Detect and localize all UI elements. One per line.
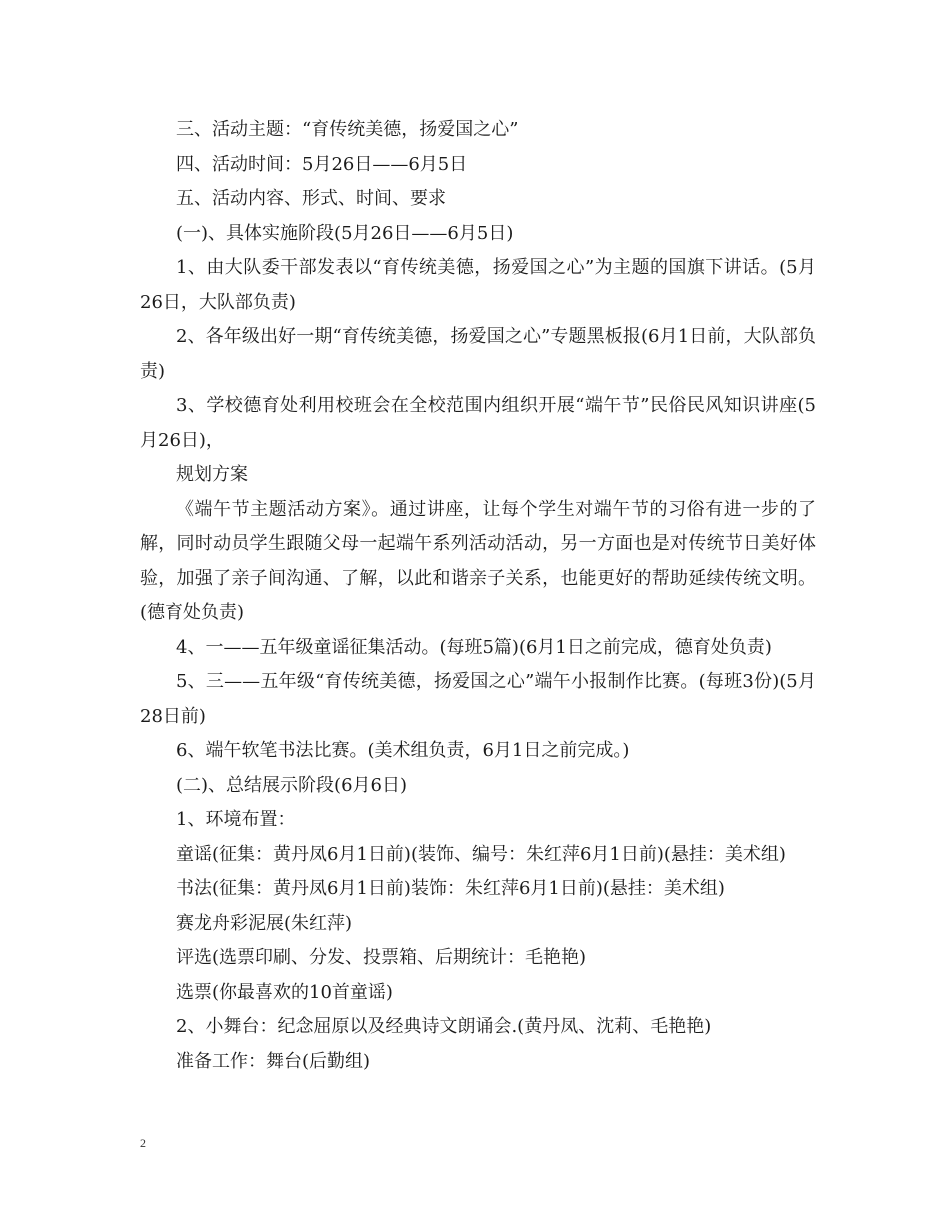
paragraph-item-1-flag-speech: 1、由大队委干部发表以“育传统美德，扬爱国之心”为主题的国旗下讲话。(5月26日，大队部负责) xyxy=(140,257,816,313)
paragraph-activity-time: 四、活动时间：5月26日——6月5日 xyxy=(176,153,468,175)
paragraph-item-3-lecture: 3、学校德育处利用校班会在全校范围内组织开展“端午节”民俗民风知识讲座(5月26日)， xyxy=(140,395,816,451)
paragraph-item-4-nursery-rhymes: 4、一——五年级童谣征集活动。(每班5篇)(6月1日之前完成，德育处负责) xyxy=(176,636,772,658)
paragraph-preparation: 准备工作：舞台(后勤组) xyxy=(176,1050,371,1072)
paragraph-activity-content-heading: 五、活动内容、形式、时间、要求 xyxy=(176,188,446,209)
paragraph-nursery-rhyme-tasks: 童谣(征集：黄丹凤6月1日前)(装饰、编号：朱红萍6月1日前)(悬挂：美术组) xyxy=(176,843,786,865)
paragraph-item-5-newspaper-contest: 5、三——五年级“育传统美德，扬爱国之心”端午小报制作比赛。(每班3份)(5月28日前) xyxy=(140,671,816,727)
page-number: 2 xyxy=(140,1136,146,1150)
paragraph-small-stage: 2、小舞台：纪念屈原以及经典诗文朗诵会.(黄丹凤、沈莉、毛艳艳) xyxy=(176,1016,712,1037)
paragraph-voting: 评选(选票印刷、分发、投票箱、后期统计：毛艳艳) xyxy=(176,947,587,968)
paragraph-plan-description: 《端午节主题活动方案》。通过讲座，让每个学生对端午节的习俗有进一步的了解，同时动员学生跟随父母一起端午系列活动活动，另一方面也是对传统节日美好体验，加强了亲子间沟通、了解，以此和谐亲子关系，也能更好的帮助延续传统文明。(德育处负责) xyxy=(140,498,816,623)
paragraph-environment-setup: 1、环境布置： xyxy=(176,809,296,830)
paragraph-item-2-blackboard: 2、各年级出好一期“育传统美德，扬爱国之心”专题黑板报(6月1日前，大队部负责) xyxy=(140,326,816,382)
paragraph-activity-theme: 三、活动主题：“育传统美德，扬爱国之心” xyxy=(176,119,519,140)
paragraph-implementation-stage: (一)、具体实施阶段(5月26日——6月5日) xyxy=(176,222,514,244)
paragraph-summary-stage: (二)、总结展示阶段(6月6日) xyxy=(176,774,407,796)
paragraph-ballot: 选票(你最喜欢的10首童谣) xyxy=(176,981,393,1003)
paragraph-calligraphy-tasks: 书法(征集：黄丹凤6月1日前)装饰：朱红萍6月1日前)(悬挂：美术组) xyxy=(176,878,725,899)
document-body xyxy=(140,113,816,1079)
paragraph-plan-label: 规划方案 xyxy=(176,464,248,485)
paragraph-dragon-boat-clay: 赛龙舟彩泥展(朱红萍) xyxy=(176,912,353,934)
paragraph-item-6-calligraphy: 6、端午软笔书法比赛。(美术组负责，6月1日之前完成。) xyxy=(176,740,630,761)
